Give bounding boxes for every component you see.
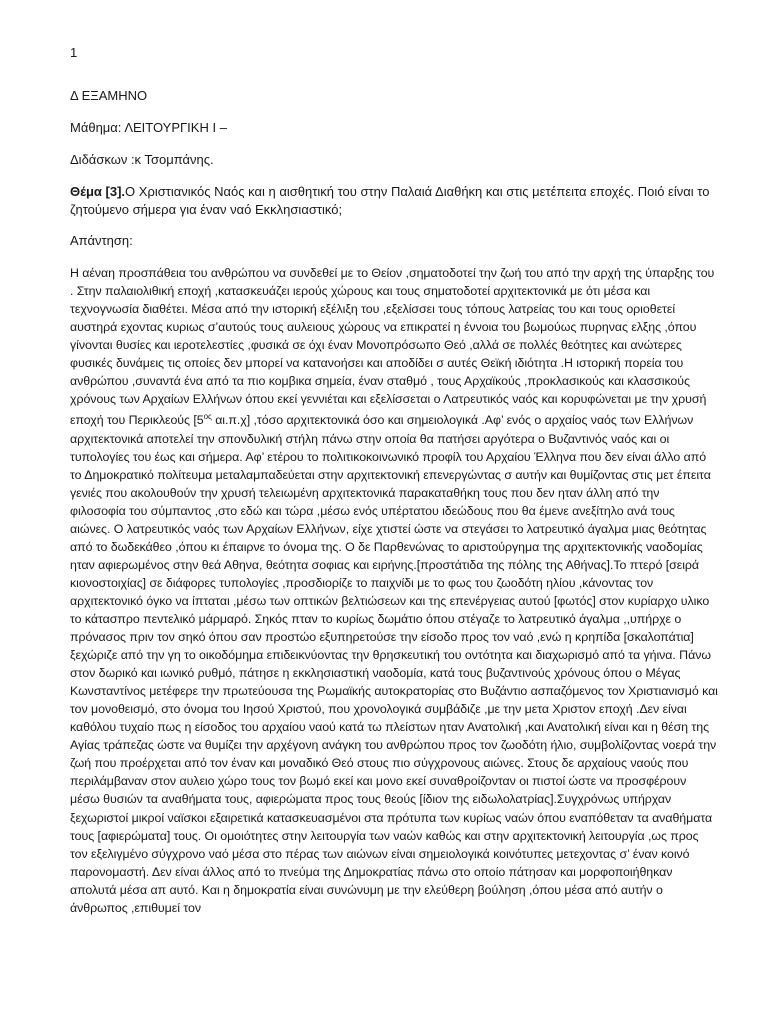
question-text: Ο Χριστιανικός Ναός και η αισθητική του στην Παλαιά Διαθήκη και στις μετέπειτα εποχές. Ποιό είναι το ζητούμενο σήμερα για έναν ναό Εκκλησιαστικό; xyxy=(70,184,710,217)
question-paragraph xyxy=(70,183,718,219)
answer-superscript: ος xyxy=(203,412,212,422)
semester-heading: Δ ΕΞΑΜΗΝΟ xyxy=(70,88,148,103)
answer-label: Απάντηση: xyxy=(70,233,133,248)
answer-body-part2: αι.π.χ] ,τόσο αρχιτεκτονικά όσο και σημειολογικά .Αφ’ ενός ο αρχαίος ναός των Ελλήνων αρχιτεκτονικά αποτελεί την σπονδυλική στήλη πάνω στην οποία θα πατήσει αργότερα ο Βυζαντινός ναός και οι τυπολογίες του έως και σήμερα. Αφ’ ετέρου το πολιτικοκοινωνικό προφίλ του Αρχαίου Έλληνα που δεν είναι άλλο από το Δημοκρατικό πολίτευμα μεταλαμπαδεύεται στην αρχιτεκτονική επενεργώντας σ αυτήν και θυμίζοντας στις μετ έπειτα γενιές που ακολουθούν την χρυσή τελειωμένη αρχιτεκτονικά παρακαταθήκη τους που δεν ηταν άλλη από την φιλοσοφία του σύμπαντος ,στο εδώ και τώρα ,μέσω ενός υπέρτατου ιδεώδους που θα έμενε ανεξίτηλο ανά τους αιώνες. Ο λατρευτικός ναός των Αρχαίων Ελλήνων, είχε χτιστεί ώστε να στεγάσει το λατρευτικό άγαλμα μιας θεότητας από το δωδεκάθεο ,όπου κι έπαιρνε το όνομα της. Ο δε Παρθενώνας το αριστούργημα της αρχιτεκτονικής ναοδομίας ηταν αφιερωμένος στην θεά Αθηνα, θεότητα σοφιας και ειρήνης.[προστάτιδα της πόλης της Αθήνας].Το πτερό [σειρά κιονοστοιχίας] σε διάφορες τυπολογίες ,προσδιορίζε το παιχνίδι με το φως του ζωοδότη ηλίου ,κάνοντας τον αρχιτεκτονικό όγκο να ίπταται ,μέσω των οπτικών βελτιώσεων και της επενέργειας αυτού [φωτός] στον κυρίαρχο υλικο το κάτασπρο πεντελικό μάρμαρό. Σηκός πταν το κυρίως δωμάτιο όπου στέγαζε το λατρευτικό άγαλμα ,,υπήρχε ο πρόνασος πριν τον σηκό όπου σαν προστώο εξυπηρετούσε την είσοδο προς τον ναό ,ενώ η κρηπίδα [σκαλοπάτια] ξεχώριζε από την γη το οικοδόμημα επιδεικνύοντας την θρησκευτική του οντότητα και διαχωρισμό από τα γήινα. Πάνω στον δωρικό και ιωνικό ρυθμό, πάτησε η εκκλησιαστική ναοδομία, κατά τους βυζαντινούς χρόνους όπου ο Μέγας Κωνσταντίνος μετέφερε την πρωτεύουσα της Ρωμαϊκής αυτοκρατορίας στο Βυζάντιο ασπαζόμενος τον Χριστιανισμό και τον μονοθεισμό, στο όνομα του Ιησού Χριστού, που χρονολογικά συμβάδιζε ,με την μετα Χριστον εποχή .Δεν είναι καθόλου τυχαίο πως η είσοδος του αρχαίου ναού κατά τω πλείστων ηταν Ανατολική ,και Ανατολική είναι και η θέση της Αγίας τράπεζας ώστε να θυμίζει την αρχέγονη ανάγκη του ανθρώπου προς τον ζωοδότη ήλιο, συμβολίζοντας νοερά την ζωή που προέρχεται από τον έναν και μοναδικό Θεό στους πιο σύγχρονους αιώνες. Στους δε αρχαίους ναούς που περιλάμβαναν στον αυλειο χώρο τους τον βωμό εκεί και μονο εκεί συναθροίζονταν οι πιστοί ώστε να προσφέρουν μέσω θυσιών τα αναθήματα τους, αφιερώματα προς τους θεούς [ίδιον της ειδωλολατρίας].Συγχρόνως υπήρχαν ξεχωριστοί μικροί ναϊσκοι εξαιρετικά κατασκευασμένοι στα πρότυπα των κυρίως ναών όπου εναπόθεταν τα αναθήματα τους [αφιερώματα] τους. Οι ομοιότητες στην λειτουργία των ναών καθώς και στην αρχιτεκτονική λειτουργία ,ως προς τον εξελιγμένο σύγχρονο ναό μέσα στο πέρας των αιώνων είναι σημειολογικά κοινότυπες μετεχοντας σ’ έναν κοινό παρονομαστή. Δεν είναι άλλος από το πνεύμα της Δημοκρατίας πάνω στο οποίο πάτησαν και μορφοποιήθηκαν απολυτά μέσα απ αυτό. Και η δημοκρατία είναι συνώνυμη με την ελεύθερη βούληση ,όπου μέσα από αυτήν ο άνθρωπος ,επιθυμεί τον xyxy=(70,413,718,915)
page-number: 1 xyxy=(70,45,78,60)
question-label: Θέμα [3]. xyxy=(70,184,126,199)
answer-body-part1: Η αέναη προσπάθεια του ανθρώπου να συνδεθεί με το Θείον ,σηματοδοτεί την ζωή του από την αρχή της ύπαρξης του . Στην παλαιολιθική εποχή ,κατασκευάζει ιερούς χώρους και τους σηματοδοτεί αρχιτεκτονικά με ότι μέσα και τεχνογνωσία διαθέτει. Μέσα από την ιστορική εξέλιξη του ,εξελίσσει τους τόπους λατρείας του και τους οριοθετεί αυστηρά εχοντας κυριως σ’αυτούς τους αυλειους χώρους να επικρατεί η έννοια του βωμούως πυρηνας ελξης ,όπου γίνονται θυσίες και ιεροτελεστίες ,φυσικά σε όχι έναν Μονοπρόσωπο Θεό ,αλλά σε πολλές θεότητες και ανώτερες φυσικές δυνάμεις τις οποίες δεν μπορεί να κατανοήσει και αποδίδει σ αυτές Θεϊκή ιδιότητα .Η ιστορική πορεία του ανθρώπου ,συναντά ένα από τα πιο κομβικα σημεία, έναν σταθμό , τους Αρχαϊκούς ,προκλασικούς και κλασσικούς χρόνους των Αρχαίων Ελλήνων όπου εκεί γεννιέται και εξελίσσεται ο Λατρευτικός ναός και κορυφώνεται με την χρυσή εποχή του Περικλεούς [5 xyxy=(70,266,715,428)
course-line: Μάθημα: ΛΕΙΤΟΥΡΓΙΚΗ Ι – xyxy=(70,120,227,135)
instructor-line: Διδάσκων :κ Τσομπάνης. xyxy=(70,152,214,167)
answer-body xyxy=(70,264,718,917)
